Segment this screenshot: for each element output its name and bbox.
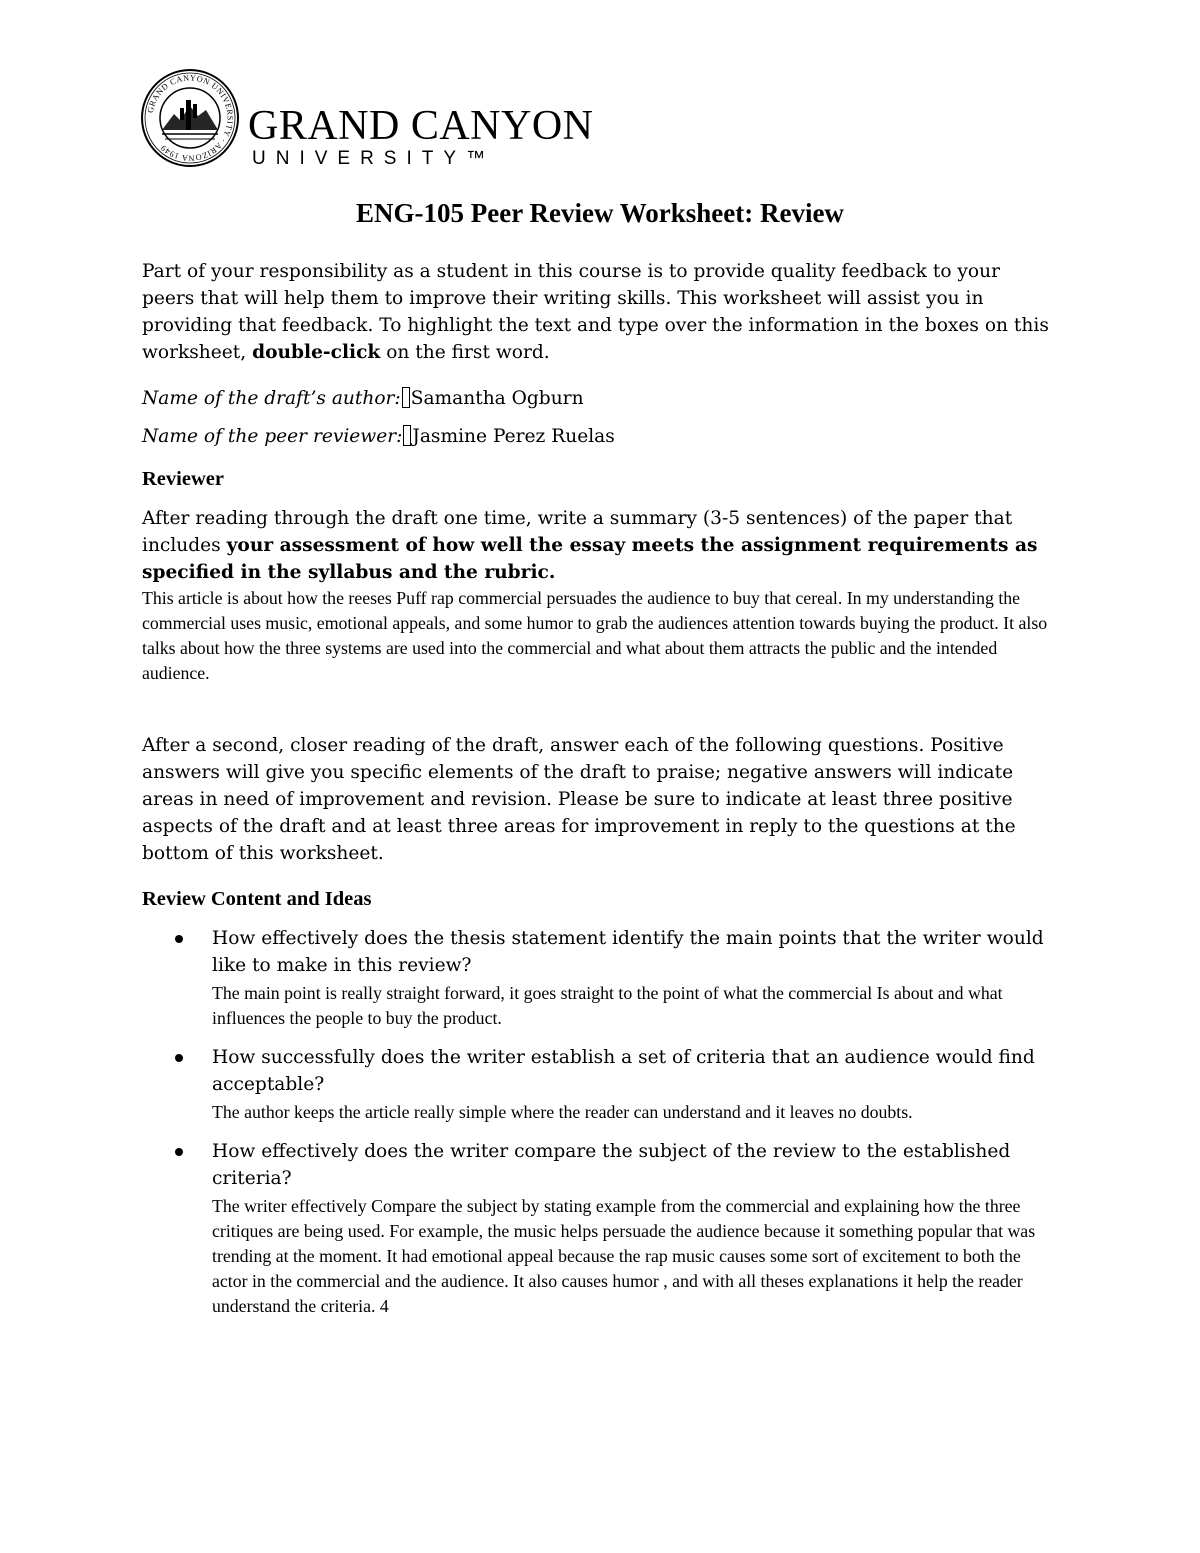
reviewer-name-value[interactable]: Jasmine Perez Ruelas	[412, 426, 615, 447]
question-answer[interactable]: The writer effectively Compare the subject by stating example from the commercial and explaining how the three critiques are being used. For example, the music helps persuade the audience because it something popular that was trending at the moment. It had emotional appeal because the rap music causes some sort of excitement to both the actor in the commercial and the audience. It also causes humor , and with all theses explanations it help the reader understand the criteria. 4	[212, 1196, 1036, 1316]
page-title: ENG-105 Peer Review Worksheet: Review	[356, 198, 844, 228]
list-item	[142, 1138, 1052, 1319]
form-field-marker-icon	[402, 387, 410, 408]
university-seal-icon	[140, 68, 240, 168]
university-logo	[140, 68, 594, 169]
author-name-value[interactable]: Samantha Ogburn	[410, 388, 584, 409]
bullet-icon	[175, 1148, 183, 1156]
logo-wordmark: GRAND CANYON	[248, 103, 594, 149]
bullet-icon	[175, 935, 183, 943]
worksheet-body	[142, 258, 1052, 1332]
content-ideas-heading: Review Content and Ideas	[142, 888, 372, 910]
question-answer[interactable]: The main point is really straight forward, it goes straight to the point of what the commercial Is about and what influences the people to buy the product.	[212, 983, 1003, 1028]
logo-subtitle: UNIVERSITY™	[252, 148, 496, 169]
author-name-field[interactable]	[142, 385, 1052, 412]
question-answer[interactable]: The author keeps the article really simple where the reader can understand and it leaves no doubts.	[212, 1102, 913, 1122]
question-text: How effectively does the writer compare the subject of the review to the established criteria?	[212, 1141, 1011, 1189]
svg-text:GRAND CANYON UNIVERSITY · ARIZ: GRAND CANYON UNIVERSITY · ARIZONA 1949	[145, 73, 235, 163]
question-text: How successfully does the writer establish a set of criteria that an audience would find acceptable?	[212, 1047, 1035, 1095]
reviewer-instruction: After reading through the draft one time, write a summary (3-5 sentences) of the paper that includes your assessment of how well the essay meets the assignment requirements as specified in the syllabus and the rubric.	[142, 508, 1038, 583]
bullet-icon	[175, 1054, 183, 1062]
list-item	[142, 1044, 1052, 1125]
intro-bold-instruction: double-click	[252, 342, 381, 363]
question-text: How effectively does the thesis statement identify the main points that the writer would like to make in this review?	[212, 928, 1044, 976]
list-item	[142, 925, 1052, 1031]
author-name-label: Name of the draft’s author:	[142, 388, 401, 409]
intro-paragraph: Part of your responsibility as a student in this course is to provide quality feedback to your peers that will help them to improve their writing skills. This worksheet will assist you in providing that feedback. To highlight the text and type over the information in the boxes on this worksheet, double-click on the first word.	[142, 261, 1049, 363]
summary-response[interactable]: This article is about how the reeses Puff rap commercial persuades the audience to buy that cereal. In my understanding the commercial uses music, emotional appeals, and some humor to grab the audiences attention towards buying the product. It also talks about how the three systems are used into the commercial and what about them attracts the public and the intended audience.	[142, 588, 1048, 683]
reviewer-heading: Reviewer	[142, 468, 224, 490]
second-reading-instructions: After a second, closer reading of the draft, answer each of the following questions. Positive answers will give you specific elements of the draft to praise; negative answers will indicate areas in need of improvement and revision. Please be sure to indicate at least three positive aspects of the draft and at least three areas for improvement in reply to the questions at the bottom of this worksheet.	[142, 735, 1016, 864]
questions-list	[142, 925, 1052, 1319]
reviewer-name-field[interactable]	[142, 423, 1052, 450]
reviewer-instruction-bold: your assessment of how well the essay meets the assignment requirements as specified in the syllabus and the rubric.	[142, 535, 1038, 583]
form-field-marker-icon	[403, 425, 411, 446]
reviewer-name-label: Name of the peer reviewer:	[142, 426, 403, 447]
